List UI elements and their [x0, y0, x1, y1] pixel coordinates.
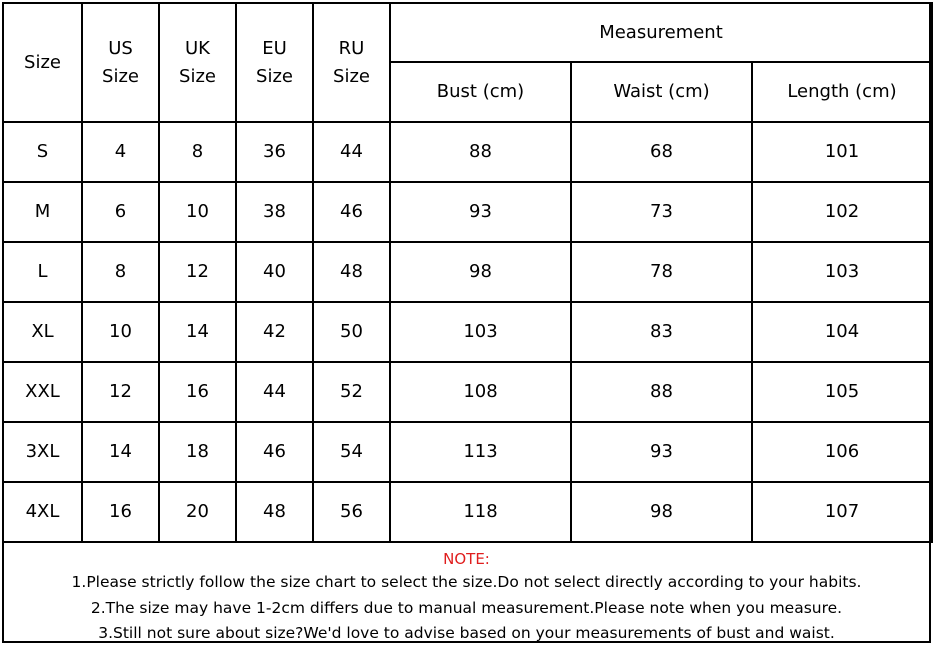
header-us-size — [82, 3, 159, 122]
cell-uk-size: 20 — [159, 482, 236, 542]
header-uk-size-label: Size — [179, 65, 216, 87]
cell-uk-size: 16 — [159, 362, 236, 422]
cell-eu-size: 42 — [236, 302, 313, 362]
header-length: Length (cm) — [752, 62, 932, 122]
cell-length: 104 — [752, 302, 932, 362]
cell-ru-size: 54 — [313, 422, 390, 482]
cell-bust: 103 — [390, 302, 571, 362]
cell-size: XXL — [3, 362, 82, 422]
header-measurement-label: Measurement — [599, 21, 723, 43]
size-table — [2, 2, 933, 543]
header-ru-label: RU — [338, 37, 365, 59]
cell-us-size: 12 — [82, 362, 159, 422]
cell-eu-size: 44 — [236, 362, 313, 422]
cell-size: L — [3, 242, 82, 302]
header-us-size-label: Size — [102, 65, 139, 87]
cell-length: 107 — [752, 482, 932, 542]
cell-eu-size: 46 — [236, 422, 313, 482]
table-row — [3, 302, 932, 362]
cell-ru-size: 44 — [313, 122, 390, 182]
cell-bust: 113 — [390, 422, 571, 482]
cell-length: 105 — [752, 362, 932, 422]
cell-length: 106 — [752, 422, 932, 482]
header-eu-size-label: Size — [256, 65, 293, 87]
cell-eu-size: 38 — [236, 182, 313, 242]
note-line-2: 2.The size may have 1-2cm differs due to manual measurement.Please note when you measure. — [90, 598, 843, 617]
header-us-label: US — [108, 37, 133, 59]
size-chart — [2, 2, 931, 643]
table-row — [3, 122, 932, 182]
header-size — [3, 3, 82, 122]
cell-uk-size: 18 — [159, 422, 236, 482]
cell-us-size: 16 — [82, 482, 159, 542]
cell-bust: 108 — [390, 362, 571, 422]
cell-us-size: 4 — [82, 122, 159, 182]
cell-length: 102 — [752, 182, 932, 242]
cell-waist: 88 — [571, 362, 752, 422]
header-size-label: Size — [24, 51, 61, 73]
cell-waist: 78 — [571, 242, 752, 302]
cell-waist: 98 — [571, 482, 752, 542]
header-uk-label: UK — [185, 37, 210, 59]
cell-length: 103 — [752, 242, 932, 302]
table-row — [3, 362, 932, 422]
cell-eu-size: 36 — [236, 122, 313, 182]
cell-ru-size: 46 — [313, 182, 390, 242]
cell-ru-size: 56 — [313, 482, 390, 542]
cell-us-size: 6 — [82, 182, 159, 242]
cell-ru-size: 48 — [313, 242, 390, 302]
cell-size: 3XL — [3, 422, 82, 482]
cell-bust: 98 — [390, 242, 571, 302]
cell-uk-size: 10 — [159, 182, 236, 242]
cell-size: 4XL — [3, 482, 82, 542]
header-waist: Waist (cm) — [571, 62, 752, 122]
cell-waist: 68 — [571, 122, 752, 182]
header-ru-size-label: Size — [333, 65, 370, 87]
cell-size: S — [3, 122, 82, 182]
header-measurement — [390, 3, 932, 62]
cell-length: 101 — [752, 122, 932, 182]
cell-bust: 118 — [390, 482, 571, 542]
cell-size: M — [3, 182, 82, 242]
cell-ru-size: 50 — [313, 302, 390, 362]
cell-uk-size: 14 — [159, 302, 236, 362]
header-bust: Bust (cm) — [390, 62, 571, 122]
header-uk-size — [159, 3, 236, 122]
cell-us-size: 14 — [82, 422, 159, 482]
cell-uk-size: 12 — [159, 242, 236, 302]
note-line-1: 1.Please strictly follow the size chart to select the size.Do not select directly according to your habits. — [71, 573, 862, 591]
table-row — [3, 242, 932, 302]
table-row — [3, 482, 932, 542]
note-line-3: 3.Still not sure about size?We'd love to advise based on your measurements of bust and waist. — [98, 624, 835, 642]
cell-eu-size: 48 — [236, 482, 313, 542]
cell-uk-size: 8 — [159, 122, 236, 182]
cell-waist: 83 — [571, 302, 752, 362]
cell-ru-size: 52 — [313, 362, 390, 422]
cell-size: XL — [3, 302, 82, 362]
cell-bust: 93 — [390, 182, 571, 242]
table-row — [3, 422, 932, 482]
notes-section — [4, 544, 929, 647]
note-title: NOTE: — [443, 550, 490, 568]
header-eu-label: EU — [262, 37, 287, 59]
table-row — [3, 182, 932, 242]
cell-us-size: 10 — [82, 302, 159, 362]
cell-eu-size: 40 — [236, 242, 313, 302]
cell-waist: 93 — [571, 422, 752, 482]
cell-bust: 88 — [390, 122, 571, 182]
cell-waist: 73 — [571, 182, 752, 242]
cell-us-size: 8 — [82, 242, 159, 302]
header-ru-size — [313, 3, 390, 122]
header-eu-size — [236, 3, 313, 122]
